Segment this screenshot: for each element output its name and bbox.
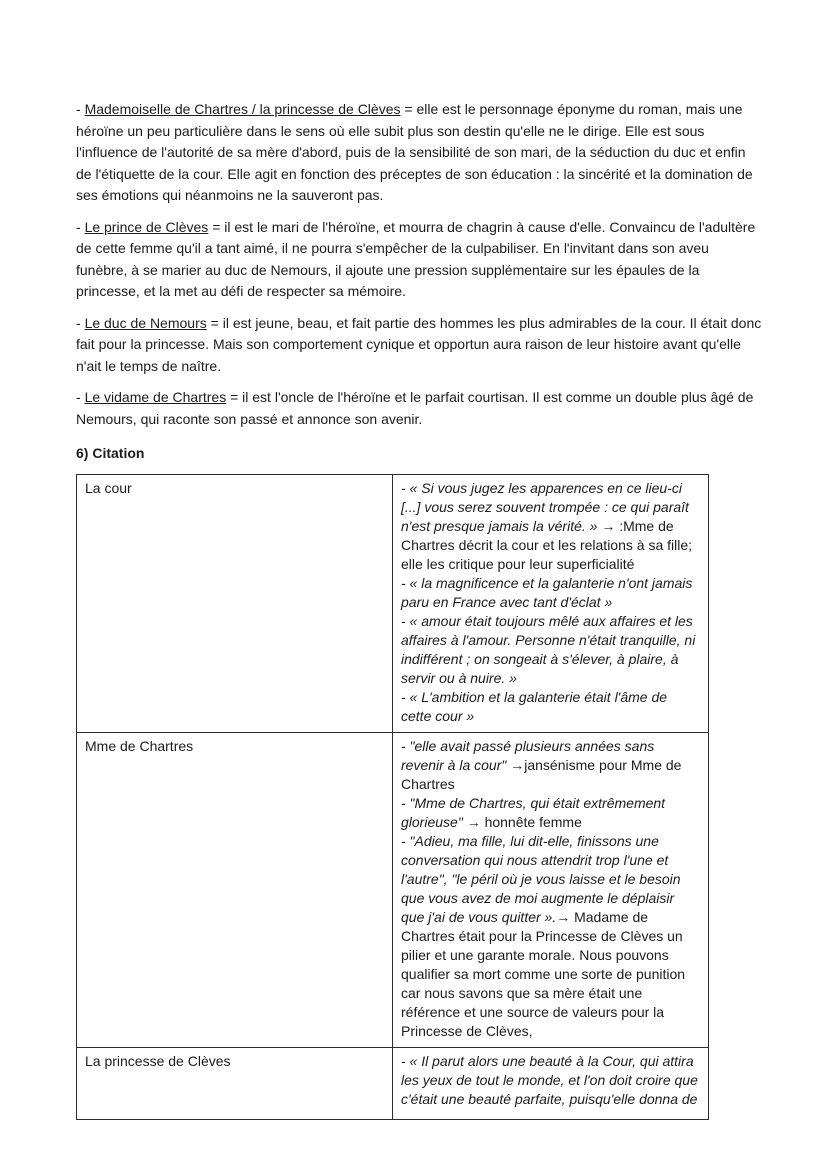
annotation-text: → :Mme de Chartres décrit la cour et les relations à sa fille; elle les critique pour leur superficialité (401, 518, 693, 572)
character-description: = il est jeune, beau, et fait partie des hommes les plus admirables de la cour. Il était donc fait pour la princesse. Mais son comportement cynique et opportun aura raison de leur histoire avant qu'elle n'ait le temps de naître. (76, 314, 762, 374)
quote-item (401, 737, 700, 794)
citation-subject-cell (77, 733, 393, 1048)
citation-table (76, 474, 709, 1120)
dash-prefix: - (76, 218, 85, 235)
annotation-text: →jansénisme pour Mme de Chartres (401, 757, 682, 792)
character-paragraph-princesse (76, 99, 762, 207)
quote-text: - "Mme de Chartres, qui était extrêmement glorieuse" (401, 795, 666, 830)
character-description: = il est le mari de l'héroïne, et mourra de chagrin à cause d'elle. Convaincu de l'adultère de cette femme qu'il a tant aimé, il ne pourra s'empêcher de la culpabiliser. En l'invitant dans son aveu funèbre, à se marier au duc de Nemours, il ajoute une pression supplémentaire sur les épaules de la princesse, et la met au défi de respecter sa mémoire. (76, 218, 756, 299)
citation-subject-cell (77, 475, 393, 733)
character-paragraph-nemours (76, 313, 762, 378)
citation-subject-cell (77, 1048, 393, 1120)
citation-quotes-cell (393, 1048, 709, 1120)
quote-item (401, 574, 700, 612)
character-name: Mademoiselle de Chartres / la princesse de Clèves (84, 101, 401, 117)
table-row-la-cour (77, 475, 709, 733)
document-content (76, 99, 762, 1120)
quote-item (401, 794, 700, 832)
dash-prefix: - (76, 101, 85, 117)
character-description: = il est l'oncle de l'héroïne et le parfait courtisan. Il est comme un double plus âgé de Nemours, qui raconte son passé et annonce son avenir. (76, 389, 754, 427)
annotation-text: → honnête femme (466, 814, 582, 830)
annotation-text: → Madame de Chartres était pour la Princesse de Clèves un pilier et une garante morale. Nous pouvons qualifier sa mort comme une sorte de punition car nous savons que sa mère était une référence et une source de valeurs pour la Princesse de Clèves, (401, 909, 686, 1039)
quote-text: - « amour était toujours mêlé aux affaires et les affaires à l'amour. Personne n'était tranquille, ni indifférent ; on songeait à s'élever, à plaire, à servir ou à nuire. » (401, 613, 696, 686)
character-name: Le vidame de Chartres (84, 389, 227, 405)
quote-item (401, 688, 700, 726)
character-description: = elle est le personnage éponyme du roman, mais une héroïne un peu particulière dans le sens où elle subit plus son destin qu'elle ne le dirige. Elle est sous l'influence de l'autorité de sa mère d'abord, puis de la sensibilité de son mari, de la séduction du duc et enfin de l'étiquette de la cour. Elle agit en fonction des préceptes de son éducation : la sincérité et la domination de ses émotions qui néanmoins ne la sauveront pas. (76, 101, 753, 203)
citation-quotes-cell (393, 475, 709, 733)
quote-text: - "Adieu, ma fille, lui dit-elle, finissons une conversation qui nous attendrit trop l'une et l'autre", "le péril où je vous laisse et le besoin que vous avez de moi augmente le déplaisir que j'ai de vous quitter ». (401, 833, 681, 925)
subject-label: La princesse de Clèves (85, 1053, 231, 1069)
dash-prefix: - (76, 314, 85, 331)
quote-text: - « L'ambition et la galanterie était l'âme de cette cour » (401, 689, 668, 724)
character-name: Le duc de Nemours (84, 314, 207, 331)
table-row-princesse-de-cleves (77, 1048, 709, 1120)
character-name: Le prince de Clèves (84, 218, 209, 235)
citation-quotes-cell (393, 733, 709, 1048)
subject-label: Mme de Chartres (85, 738, 194, 754)
dash-prefix: - (76, 389, 85, 405)
character-paragraph-vidame (76, 387, 762, 430)
quote-text: - « la magnificence et la galanterie n'ont jamais paru en France avec tant d'éclat » (401, 575, 693, 610)
quote-item (401, 832, 700, 1041)
quote-text: - « Il parut alors une beauté à la Cour, qui attira les yeux de tout le monde, et l'on doit croire que c'était une beauté parfaite, puisqu'elle donna de (401, 1053, 698, 1107)
quote-item (401, 479, 700, 574)
quote-item (401, 612, 700, 688)
subject-label: La cour (85, 480, 132, 496)
table-row-mme-de-chartres (77, 733, 709, 1048)
quote-text: - "elle avait passé plusieurs années sans revenir à la cour" (401, 738, 655, 773)
section-heading: 6) Citation (76, 445, 145, 461)
quote-text: - « Si vous jugez les apparences en ce lieu-ci [...] vous serez souvent trompée : ce qui paraît n'est presque jamais la vérité. » (401, 480, 689, 534)
character-paragraph-prince (76, 217, 762, 303)
quote-item (401, 1052, 700, 1109)
